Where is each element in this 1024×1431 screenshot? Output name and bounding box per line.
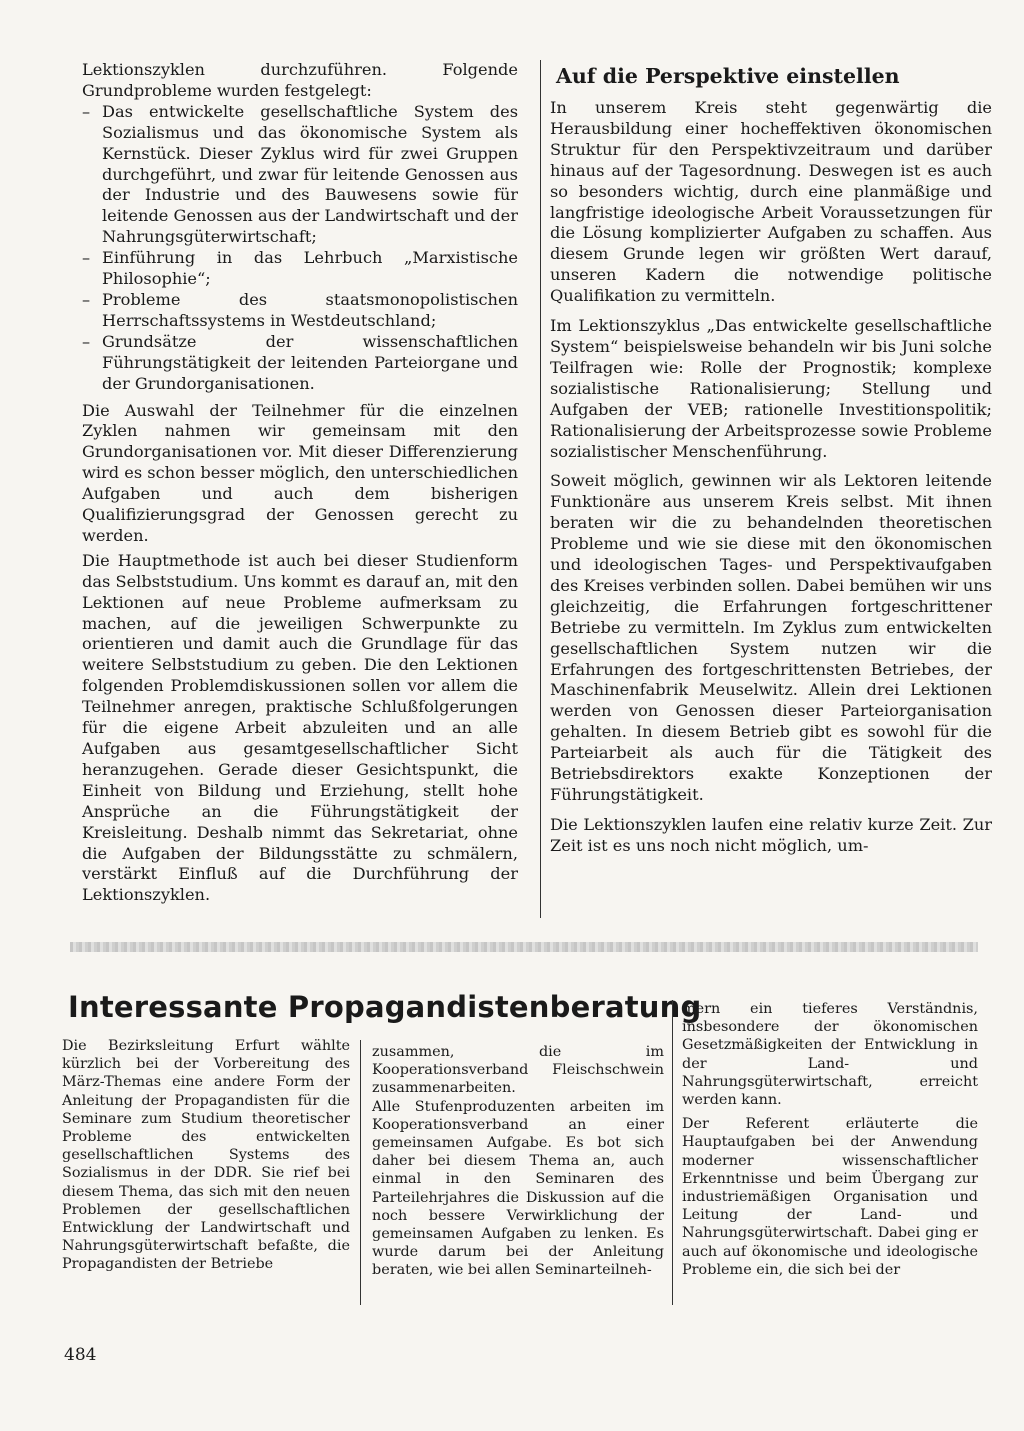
article-paragraph: zusammen, die im Kooperationsverband Fleischschwein zusammenarbeiten. [372, 1044, 664, 1097]
article-column-1 [62, 1037, 350, 1274]
left-column [82, 60, 518, 906]
left-intro: Lektionszyklen durchzuführen. Folgende Grundprobleme wurden festgelegt: [82, 60, 518, 100]
left-paragraph: Die Auswahl der Teilnehmer für die einzelnen Zyklen nahmen wir gemeinsam mit den Grundorganisationen vor. Mit dieser Differenzierung wird es schon besser möglich, den unterschiedlichen Aufgaben und auch dem bisherigen Qualifizierungsgrad der Genossen gerecht zu werden. [82, 400, 518, 545]
list-item: – Grundsätze der wissenschaftlichen Führungstätigkeit der leitenden Parteiorgane und der Grundorganisationen. [82, 332, 518, 395]
page-number: 484 [64, 1345, 97, 1365]
list-item: – Das entwickelte gesellschaftliche System des Sozialismus und das ökonomische System als Kernstück. Dieser Zyklus wird für zwei Gruppen durchgeführt, und zwar für leitende Genossen aus der Industrie und des Bauwesens sowie für leitende Genossen aus der Landwirtschaft und der Nahrungsgüterwirtschaft; [82, 102, 518, 248]
article-column-3 [682, 1000, 978, 1279]
article-column-2 [372, 1043, 664, 1280]
section-separator [70, 942, 978, 952]
right-paragraph: Im Lektionszyklus „Das entwickelte gesellschaftliche System“ beispielsweise behandeln wir bis Juni solche Teilfragen wie: Rolle der Prognostik; komplexe sozialistische Rationalisierung; Stellung und Aufgaben der VEB; rationelle Investitionspolitik; Rationalisierung der Arbeitsprozesse sowie Probleme sozialistischer Menschenführung. [550, 316, 992, 461]
list-item: – Einführung in das Lehrbuch „Marxistische Philosophie“; [82, 248, 518, 290]
article-headline: Interessante Propagandistenberatung [68, 990, 702, 1024]
article-paragraph: Alle Stufenproduzenten arbeiten im Kooperationsverband an einer gemeinsamen Aufgabe. Es bot sich daher bei diesem Thema an, auch einmal in den Seminaren des Parteilehrjahres die Diskussion auf die noch bessere Verwirklichung der gemeinsamen Aufgaben zu lenken. Es wurde darum bei der Anleitung beraten, wie bei allen Seminarteilneh- [372, 1098, 664, 1279]
left-paragraph: Die Hauptmethode ist auch bei dieser Studienform das Selbststudium. Uns kommt es darauf an, mit den Lektionen auf neue Probleme aufmerksam zu machen, auf die jeweiligen Schwerpunkte zu orientieren und damit auch die Grundlage für das weitere Selbststudium zu geben. Die den Lektionen folgenden Problemdiskussionen sollen vor allem die Teilnehmer anregen, praktische Schlußfolgerungen für die eigene Arbeit abzuleiten und an alle Aufgaben aus gesamtgesellschaftlicher Sicht heranzugehen. Gerade dieser Gesichtspunkt, die Einheit von Bildung und Erziehung, stellt hohe Ansprüche an die Führungstätigkeit der Kreisleitung. Deshalb nimmt das Sekretariat, ohne die Aufgaben der Bildungsstätte zu schmälern, verstärkt Einfluß auf die Durchführung der Lektionszyklen. [82, 550, 518, 905]
column-divider [540, 60, 541, 918]
right-column [550, 98, 992, 857]
article-paragraph: mern ein tieferes Verständnis, insbesondere der ökonomischen Gesetzmäßigkeiten der Entwicklung in der Land- und Nahrungsgüterwirtschaft, erreicht werden kann. [682, 1001, 978, 1109]
topic-list [82, 102, 518, 395]
column-divider [360, 1040, 361, 1305]
right-paragraph: In unserem Kreis steht gegenwärtig die Herausbildung einer hocheffektiven ökonomischen Struktur für den Perspektivzeitraum und darüber hinaus auf der Tagesordnung. Deswegen ist es auch so besonders wichtig, durch eine planmäßige und langfristige ideologische Arbeit Voraussetzungen für die Lösung komplizierter Aufgaben zu schaffen. Aus diesem Grunde legen wir größten Wert darauf, unseren Kadern die notwendige politische Qualifikation zu vermitteln. [550, 98, 992, 306]
section-heading: Auf die Perspektive einstellen [556, 64, 900, 88]
column-divider [672, 1000, 673, 1305]
right-paragraph: Die Lektionszyklen laufen eine relativ kurze Zeit. Zur Zeit ist es uns noch nicht möglich, um- [550, 814, 992, 855]
article-paragraph: Die Bezirksleitung Erfurt wählte kürzlich bei der Vorbereitung des März-Themas eine andere Form der Anleitung der Propagandisten für die Seminare zum Studium theoretischer Probleme des entwickelten gesellschaftlichen Systems des Sozialismus in der DDR. Sie rief bei diesem Thema, das sich mit den neuen Problemen der gesellschaftlichen Entwicklung der Landwirtschaft und Nahrungsgüterwirtschaft befaßte, die Propagandisten der Betriebe [62, 1038, 350, 1273]
article-paragraph: Der Referent erläuterte die Hauptaufgaben bei der Anwendung moderner wissenschaftlicher Erkenntnisse und beim Übergang zur industriemäßigen Organisation und Leitung der Land- und Nahrungsgüterwirtschaft. Dabei ging er auch auf ökonomische und ideologische Probleme ein, die sich bei der [682, 1116, 978, 1278]
list-item: – Probleme des staatsmonopolistischen Herrschaftssystems in Westdeutschland; [82, 290, 518, 332]
right-paragraph: Soweit möglich, gewinnen wir als Lektoren leitende Funktionäre aus unserem Kreis selbst. Mit ihnen beraten wir die zu behandelnden theoretischen Probleme und wie sie diese mit den ökonomischen und ideologischen Tages- und Perspektivaufgaben des Kreises verbinden sollen. Dabei bemühen wir uns gleichzeitig, die Erfahrungen fortgeschrittener Betriebe zu vermitteln. Im Zyklus zum entwickelten gesellschaftlichen System nutzen wir die Erfahrungen des fortgeschrittensten Betriebes, der Maschinenfabrik Meuselwitz. Allein drei Lektionen werden von Genossen dieser Parteiorganisation gehalten. In diesem Betrieb gibt es sowohl für die Parteiarbeit als auch für die Tätigkeit des Betriebsdirektors exakte Konzeptionen der Führungstätigkeit. [550, 471, 992, 804]
